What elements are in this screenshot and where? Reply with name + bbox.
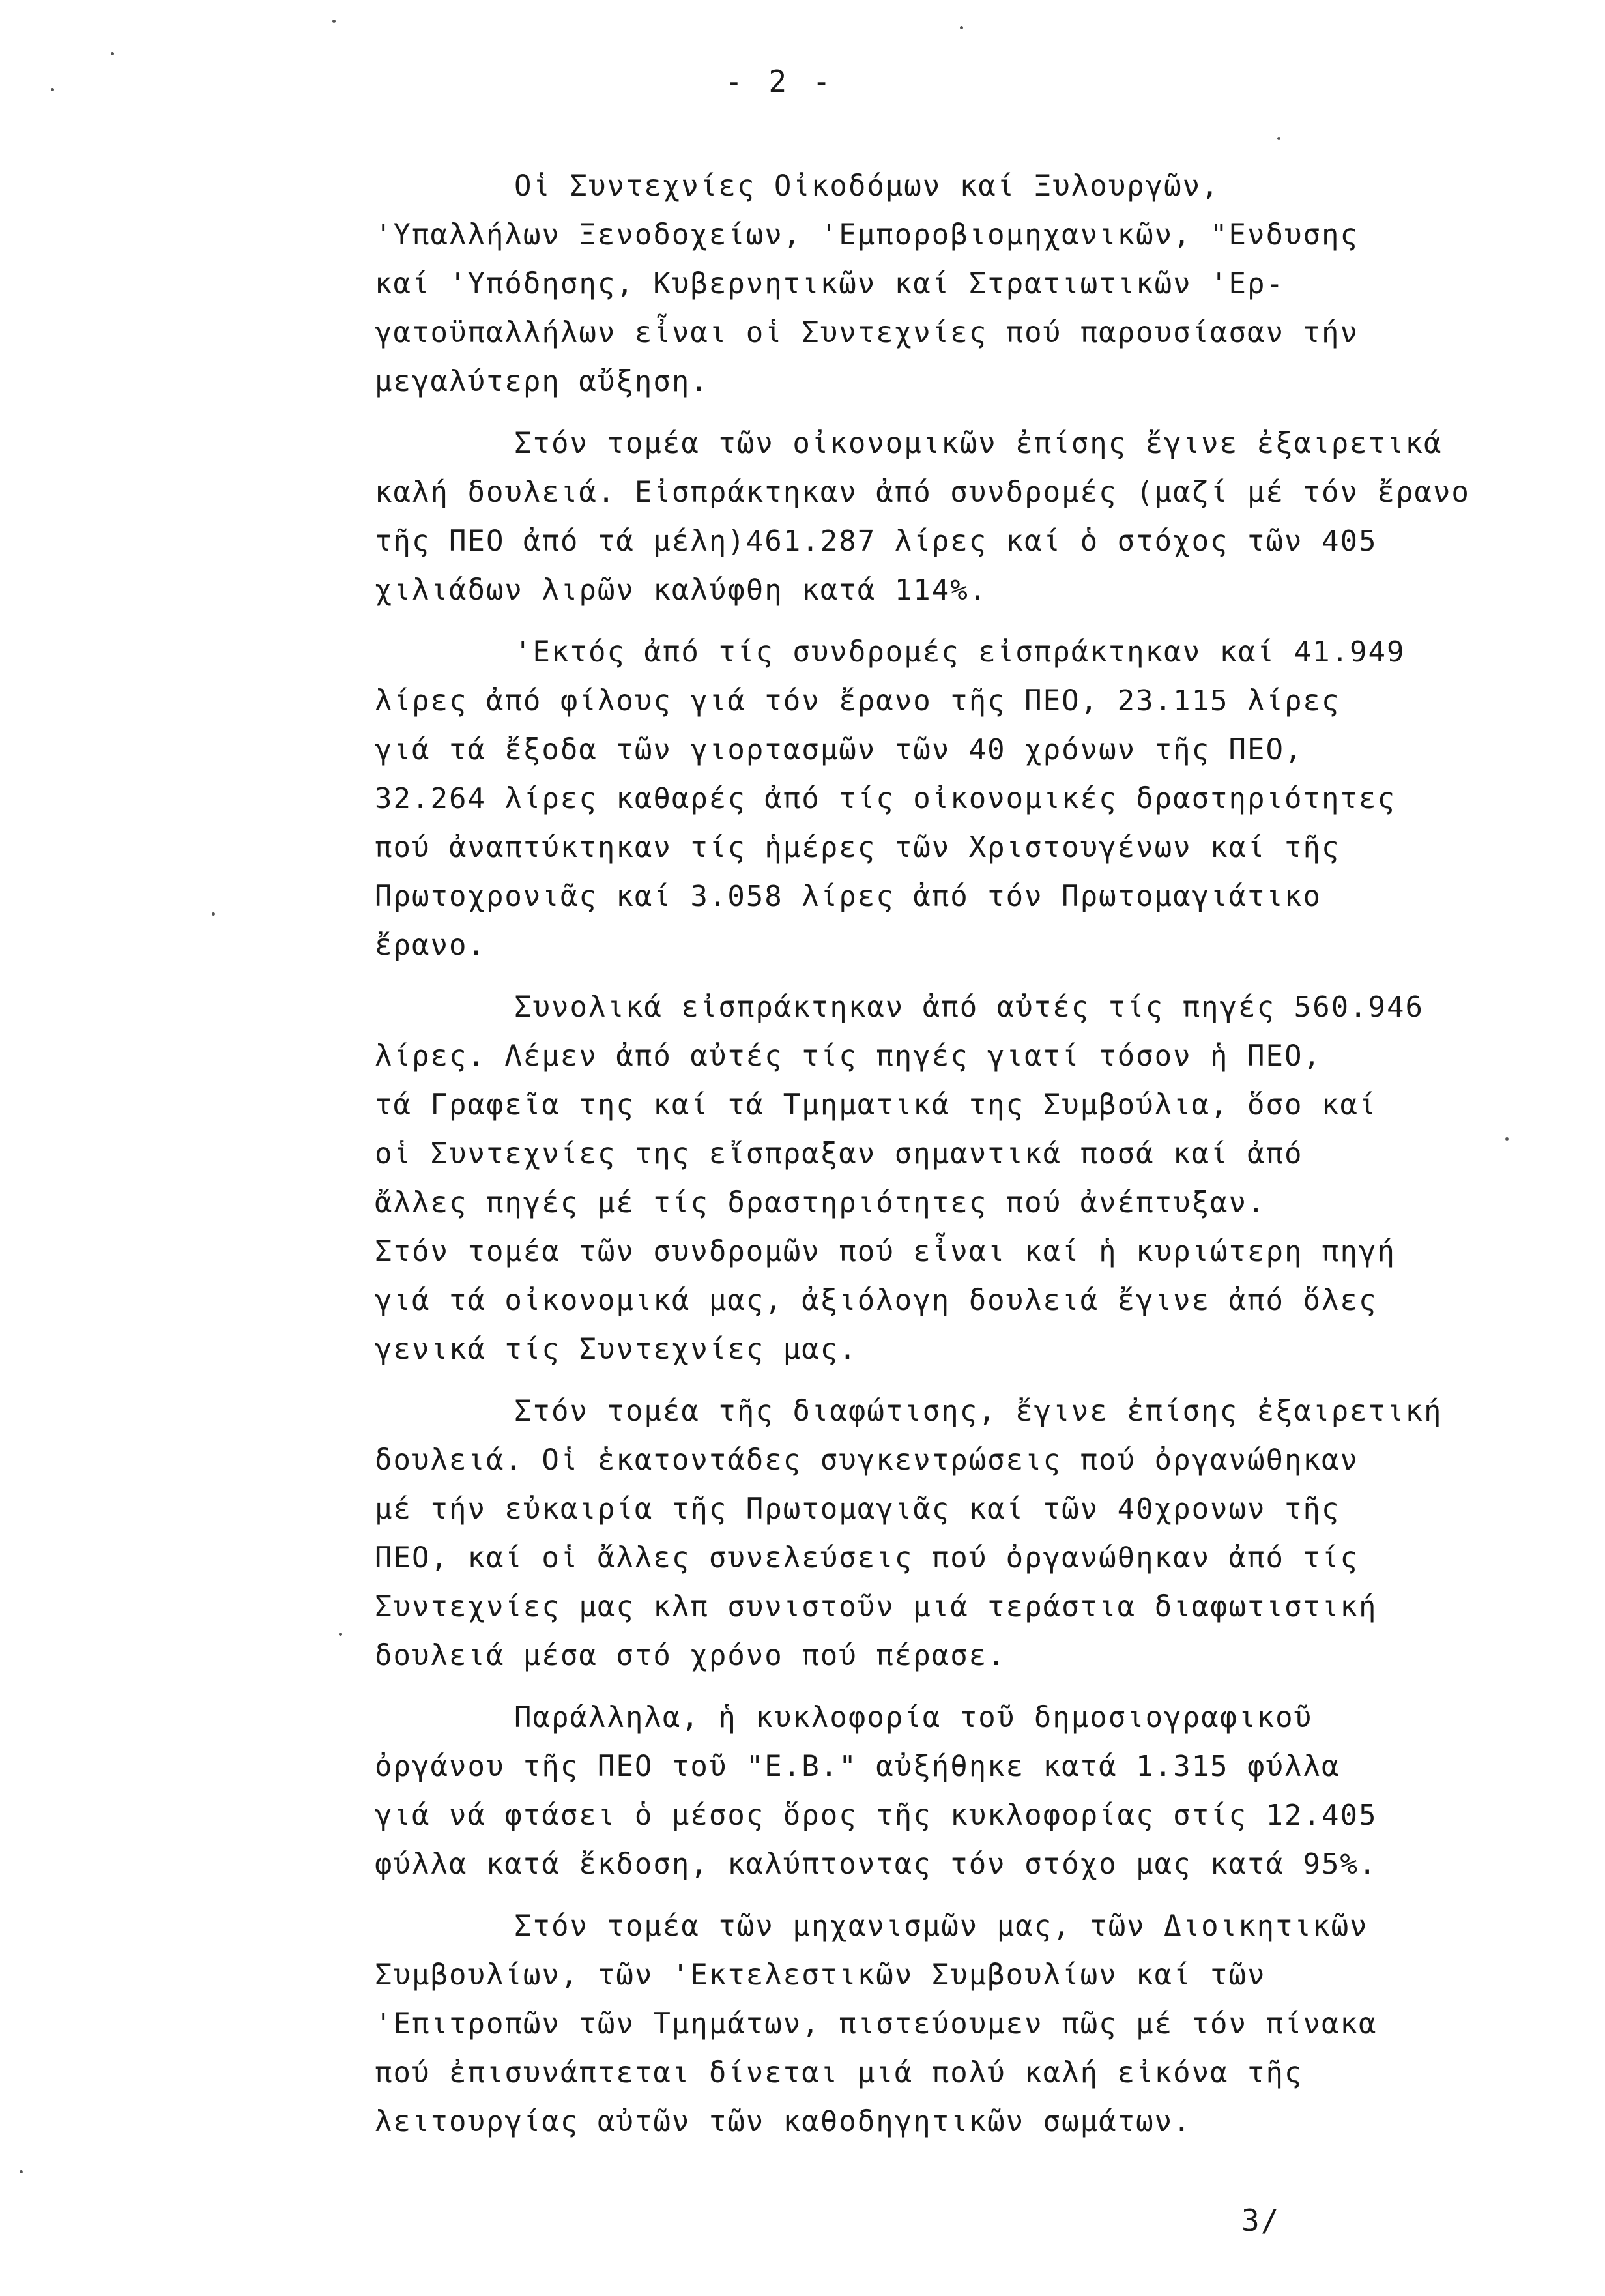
text-line: μεγαλύτερη αὔξηση. (375, 365, 709, 398)
text-line: γιά νά φτάσει ὁ μέσος ὅρος τῆς κυκλοφορίας στίς 12.405 (375, 1799, 1378, 1832)
paragraph (375, 1693, 1567, 1889)
text-line: τῆς ΠΕΟ ἀπό τά μέλη)461.287 λίρες καί ὁ στόχος τῶν 405 (375, 525, 1378, 558)
paragraph (375, 419, 1567, 615)
paragraph (375, 162, 1567, 406)
text-line: καλή δουλειά. Εἰσπράκτηκαν ἀπό συνδρομές (μαζί μέ τόν ἔρανο (375, 476, 1470, 509)
text-line: τά Γραφεῖα της καί τά Τμηματικά της Συμβούλια, ὅσο καί (375, 1088, 1378, 1122)
text-line: Πρωτοχρονιᾶς καί 3.058 λίρες ἀπό τόν Πρωτομαγιάτικο (375, 880, 1322, 913)
text-line: ΠΕΟ, καί οἱ ἄλλες συνελεύσεις πού ὀργανώθηκαν ἀπό τίς (375, 1541, 1359, 1575)
text-line: δουλειά. Οἱ ἑκατοντάδες συγκεντρώσεις πού ὀργανώθηκαν (375, 1444, 1359, 1477)
paragraph (375, 628, 1567, 970)
text-line: Οἱ Συντεχνίες Οἰκοδόμων καί Ξυλουργῶν, (514, 169, 1220, 203)
scan-speck (212, 912, 215, 916)
text-line: λειτουργίας αὐτῶν τῶν καθοδηγητικῶν σωμάτων. (375, 2105, 1192, 2138)
text-line: ἔρανο. (375, 929, 486, 962)
text-line: 'Υπαλλήλων Ξενοδοχείων, 'Εμποροβιομηχανικῶν, "Ενδυσης (375, 218, 1359, 252)
text-line: 'Εκτός ἀπό τίς συνδρομές εἰσπράκτηκαν καί 41.949 (514, 635, 1406, 669)
text-line: πού ἐπισυνάπτεται δίνεται μιά πολύ καλή εἰκόνα τῆς (375, 2056, 1303, 2089)
text-line: Συνολικά εἰσπράκτηκαν ἀπό αὐτές τίς πηγές 560.946 (514, 991, 1424, 1024)
text-line: χιλιάδων λιρῶν καλύφθη κατά 114%. (375, 574, 988, 607)
text-line: 'Επιτροπῶν τῶν Τμημάτων, πιστεύουμεν πῶς μέ τόν πίνακα (375, 2007, 1378, 2041)
page-number: - 2 - (725, 64, 835, 99)
scan-speck (51, 88, 54, 91)
scan-speck (111, 52, 114, 55)
text-line: ὀργάνου τῆς ΠΕΟ τοῦ "Ε.Β." αὐξήθηκε κατά 1.315 φύλλα (375, 1750, 1340, 1783)
text-line: γιά τά ἔξοδα τῶν γιορτασμῶν τῶν 40 χρόνων τῆς ΠΕΟ, (375, 733, 1303, 766)
paragraph (375, 983, 1567, 1374)
text-line: οἱ Συντεχνίες της εἴσπραξαν σημαντικά ποσά καί ἀπό (375, 1137, 1303, 1170)
text-line: καί 'Υπόδησης, Κυβερνητικῶν καί Στρατιωτικῶν 'Ερ- (375, 267, 1285, 300)
text-line: Στόν τομέα τῶν οἰκονομικῶν ἐπίσης ἔγινε ἐξαιρετικά (514, 427, 1443, 460)
text-line: γατοϋπαλλήλων εἶναι οἱ Συντεχνίες πού παρουσίασαν τήν (375, 316, 1359, 349)
scan-speck (339, 1633, 342, 1636)
text-line: γιά τά οἰκονομικά μας, ἀξιόλογη δουλειά ἔγινε ἀπό ὅλες (375, 1284, 1378, 1317)
text-line: Στόν τομέα τῶν συνδρομῶν πού εἶναι καί ἡ κυριώτερη πηγή (375, 1235, 1396, 1268)
text-line: φύλλα κατά ἔκδοση, καλύπτοντας τόν στόχο μας κατά 95%. (375, 1848, 1378, 1881)
text-line: Συμβουλίων, τῶν 'Εκτελεστικῶν Συμβουλίων καί τῶν (375, 1958, 1266, 1992)
text-line: μέ τήν εὐκαιρία τῆς Πρωτομαγιᾶς καί τῶν 40χρονων τῆς (375, 1492, 1340, 1526)
scan-speck (1277, 137, 1280, 140)
continuation-marker: 3/ (1241, 2203, 1280, 2238)
text-line: Στόν τομέα τῶν μηχανισμῶν μας, τῶν Διοικητικῶν (514, 1910, 1368, 1943)
scan-speck (20, 2170, 23, 2173)
scan-speck (1505, 1137, 1509, 1141)
paragraph (375, 1902, 1567, 2146)
text-line: λίρες ἀπό φίλους γιά τόν ἔρανο τῆς ΠΕΟ, 23.115 λίρες (375, 684, 1340, 718)
text-line: ἄλλες πηγές μέ τίς δραστηριότητες πού ἀνέπτυξαν. (375, 1186, 1266, 1219)
scan-speck (960, 26, 963, 29)
text-line: γενικά τίς Συντεχνίες μας. (375, 1333, 858, 1366)
text-line: Παράλληλα, ἡ κυκλοφορία τοῦ δημοσιογραφικοῦ (514, 1701, 1313, 1734)
text-line: Στόν τομέα τῆς διαφώτισης, ἔγινε ἐπίσης ἐξαιρετική (514, 1395, 1443, 1428)
text-line: δουλειά μέσα στό χρόνο πού πέρασε. (375, 1639, 1006, 1672)
text-line: Συντεχνίες μας κλπ συνιστοῦν μιά τεράστια διαφωτιστική (375, 1590, 1378, 1623)
scan-speck (332, 20, 336, 23)
text-line: λίρες. Λέμεν ἀπό αὐτές τίς πηγές γιατί τόσον ἡ ΠΕΟ, (375, 1039, 1322, 1073)
paragraph (375, 1387, 1567, 1680)
text-line: πού ἀναπτύκτηκαν τίς ἡμέρες τῶν Χριστουγένων καί τῆς (375, 831, 1340, 864)
document-body (375, 162, 1567, 2159)
text-line: 32.264 λίρες καθαρές ἀπό τίς οἰκονομικές δραστηριότητες (375, 782, 1396, 815)
